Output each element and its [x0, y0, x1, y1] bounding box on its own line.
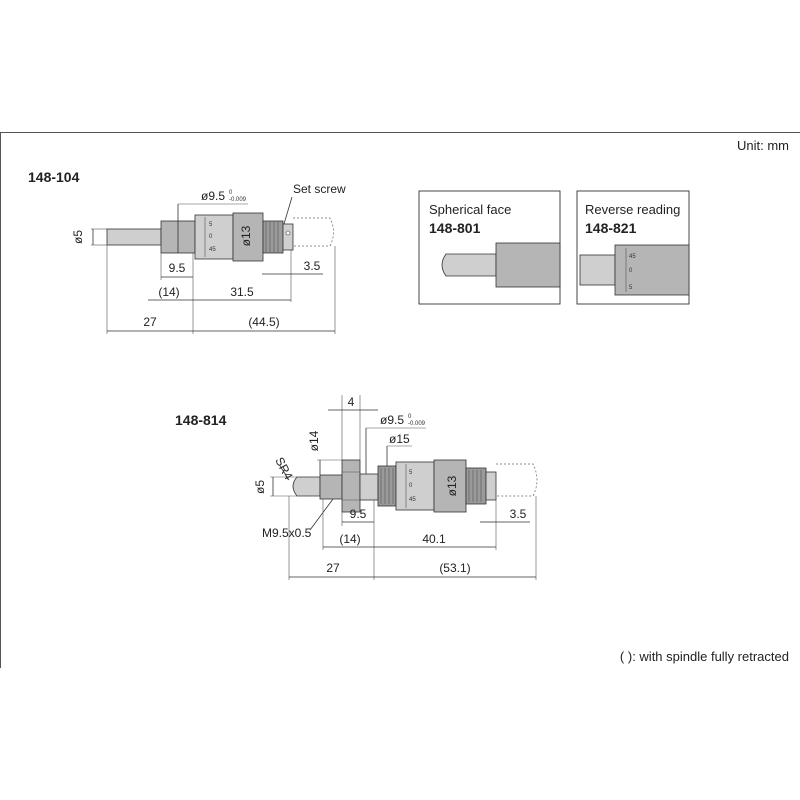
thread-leader — [310, 499, 333, 530]
neck — [360, 474, 378, 500]
spindle — [293, 477, 320, 496]
dim-14: (14) — [339, 532, 361, 546]
dim-thimble-dia: ø13 — [239, 225, 253, 247]
dim-14: (14) — [158, 285, 180, 299]
model-148-814 — [175, 395, 537, 580]
inset-mark-45: 45 — [629, 254, 636, 260]
thimble-mark-45: 45 — [209, 247, 216, 253]
dim-9-5: 9.5 — [168, 261, 186, 275]
dim-nut-width: 4 — [347, 395, 355, 409]
thimble-mark-0: 0 — [409, 483, 413, 489]
thimble-mark-0: 0 — [209, 234, 213, 240]
end-cap — [486, 472, 496, 500]
spindle — [107, 229, 161, 245]
dim-thimble-dia: ø13 — [445, 475, 459, 497]
dim-27: 27 — [326, 561, 340, 575]
model-code: 148-814 — [175, 412, 227, 428]
inset-sleeve — [580, 255, 615, 285]
thimble-mark-5: 5 — [409, 470, 413, 476]
set-screw-dot — [286, 231, 290, 235]
inset-mark-5: 5 — [629, 285, 633, 291]
inset-code: 148-801 — [429, 220, 481, 236]
dim-31-5: 31.5 — [230, 285, 254, 299]
inset-spherical-face — [419, 191, 560, 304]
dim-3-5: 3.5 — [303, 259, 321, 273]
dim-27: 27 — [143, 315, 157, 329]
inset-code: 148-821 — [585, 220, 637, 236]
dim-44-5: (44.5) — [248, 315, 280, 329]
dim-collar-dia: ø15 — [389, 432, 410, 446]
dim-53-1: (53.1) — [439, 561, 471, 575]
dim-9-5: 9.5 — [349, 507, 367, 521]
inset-title: Reverse reading — [585, 202, 681, 217]
tol-lower: -0.009 — [229, 197, 247, 203]
model-code: 148-104 — [28, 169, 80, 185]
dim-stem-dia: ø9.5 — [380, 413, 405, 427]
inset-title: Spherical face — [429, 202, 512, 217]
tol-upper: 0 — [408, 414, 412, 420]
nut — [342, 460, 360, 512]
retracted-outline — [496, 464, 537, 496]
unit-label: Unit: mm — [737, 138, 789, 153]
spherical-spindle — [442, 254, 496, 276]
set-screw-label: Set screw — [293, 182, 346, 196]
end-cap — [283, 224, 293, 250]
dim-spindle-dia: ø5 — [253, 479, 267, 495]
dim-stem-dia: ø9.5 — [201, 189, 226, 203]
tol-lower: -0.009 — [408, 421, 426, 427]
dim-40-1: 40.1 — [422, 532, 446, 546]
thimble-mark-5: 5 — [209, 222, 213, 228]
dim-spindle-dia: ø5 — [71, 229, 85, 245]
dim-3-5: 3.5 — [509, 507, 527, 521]
thread-section — [320, 475, 342, 499]
inset-reverse-reading — [577, 191, 689, 304]
inset-mark-0: 0 — [629, 268, 633, 274]
dim-thread: M9.5x0.5 — [262, 526, 312, 540]
retracted-outline — [293, 218, 334, 246]
footnote: ( ): with spindle fully retracted — [619, 649, 789, 664]
model-148-104 — [28, 169, 346, 334]
thimble-mark-45: 45 — [409, 497, 416, 503]
dim-nut-dia: ø14 — [307, 430, 321, 452]
tol-upper: 0 — [229, 190, 233, 196]
dim-sr: SR4 — [272, 454, 296, 483]
set-screw-leader — [284, 197, 292, 224]
inset-stem — [496, 243, 560, 287]
